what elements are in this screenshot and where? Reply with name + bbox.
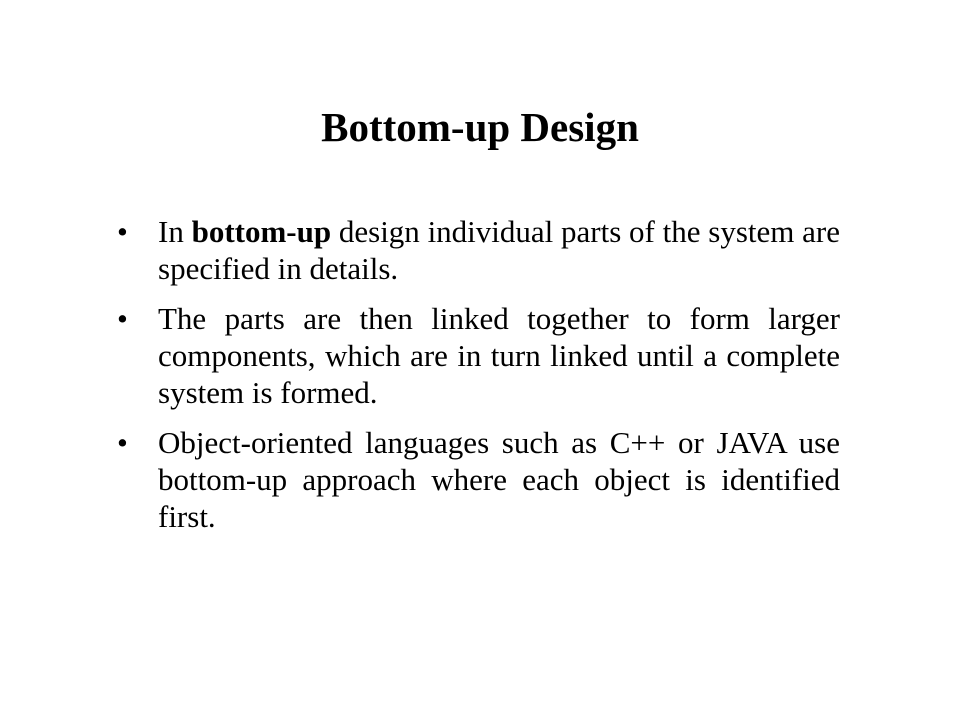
bullet-mark: • [117, 214, 128, 249]
bullet-item [117, 300, 840, 411]
bullet-mark: • [117, 301, 128, 336]
bullet-text: The parts are then linked together to form larger components, which are in turn linked until a complete system is formed. [158, 301, 840, 410]
bullet-item [117, 424, 840, 535]
bullet-item [117, 213, 840, 287]
bullet-text: Object-oriented languages such as C++ or JAVA use bottom-up approach where each object is identified first. [158, 425, 840, 534]
bullet-text-post: design individual parts of the system are specified in details. [158, 214, 840, 286]
bullet-text-pre: In [158, 214, 192, 249]
bullet-text-bold: bottom-up [191, 214, 332, 249]
slide-title: Bottom-up Design [321, 104, 639, 150]
bullet-mark: • [117, 425, 128, 460]
bullet-list [117, 213, 840, 548]
